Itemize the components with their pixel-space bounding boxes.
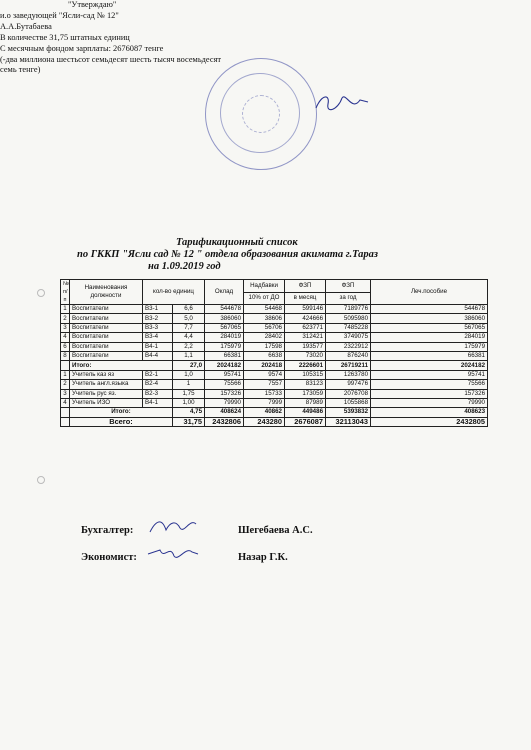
binder-hole xyxy=(37,289,45,297)
approval-line: и.о заведующей "Ясли-сад № 12" xyxy=(0,11,119,20)
approval-line: А.А.Бутабаева xyxy=(0,22,52,31)
approval-line: В количестве 31,75 штатных единиц xyxy=(0,33,130,42)
accountant-signature xyxy=(148,514,198,538)
table-row: 4 Учитель ИЗО В4-1 1,00 79990 7999 87989 1055868 79990 xyxy=(61,398,488,407)
table-row: 2 Учитель англ.языка В2-4 1 75566 7557 83123 997476 75566 xyxy=(61,380,488,389)
subtotal-row: Итого: 4,75 408624 40862 449486 5393832 408623 xyxy=(61,408,488,417)
subtotal-row: Итого: 27,0 2024182 202418 2226601 26719211 2024182 xyxy=(61,361,488,370)
accountant-label: Бухгалтер: xyxy=(81,525,134,536)
header-fzp-year: ФЗП xyxy=(326,280,371,293)
header-units: кол-во единиц xyxy=(143,280,205,305)
header-salary: Оклад xyxy=(205,280,244,305)
director-signature xyxy=(312,90,372,116)
header-bonus-sub: 10% от ДО xyxy=(244,292,285,305)
header-fzp-year-sub: за год xyxy=(326,292,371,305)
accountant-name: Шегебаева А.С. xyxy=(238,525,313,536)
table-row: 8 Воспитатели В4-4 1,1 66381 6638 73020 876240 66381 xyxy=(61,351,488,360)
document-title: Тарификационный список xyxy=(176,237,298,248)
tariff-table xyxy=(60,279,488,427)
approval-title: "Утверждаю" xyxy=(68,0,117,9)
document-subtitle: по ГККП "Ясли сад № 12 " отдела образования акимата г.Тараз xyxy=(77,249,379,260)
economist-name: Назар Г.К. xyxy=(238,552,288,563)
header-medical: Леч.пособие xyxy=(371,280,488,305)
header-fzp-month-sub: в месяц xyxy=(285,292,326,305)
economist-label: Экономист: xyxy=(81,552,137,563)
table-row: 1 Воспитатели В3-1 6,6 544678 54468 599146 7189776 544678 xyxy=(61,305,488,314)
table-row: 6 Воспитатели В4-1 2,2 175979 17598 193577 2322912 175979 xyxy=(61,342,488,351)
total-row: Всего: 31,75 2432806 243280 2676087 32113043 2432805 xyxy=(61,417,488,426)
official-stamp xyxy=(205,58,317,170)
header-fzp-month: ФЗП xyxy=(285,280,326,293)
approval-line: С месячным фондом зарплаты: 2676087 тенге xyxy=(0,44,164,53)
table-row: 4 Воспитатели В3-4 4,4 284019 28402 312421 3749075 284019 xyxy=(61,333,488,342)
binder-hole xyxy=(37,476,45,484)
table-row: 3 Учитель рус яз. В2-3 1,75 157326 15733 173059 2076708 157326 xyxy=(61,389,488,398)
table-row: 2 Воспитатели В3-2 5,0 386060 38606 424666 5095980 386060 xyxy=(61,314,488,323)
header-bonus: Надбавки xyxy=(244,280,285,293)
header-position: Наименования должности xyxy=(70,280,143,305)
table-row: 3 Воспитатели В3-3 7,7 567065 56706 623771 7485228 567065 xyxy=(61,323,488,332)
table-header-row xyxy=(61,280,488,293)
approval-line: семь тенге) xyxy=(0,65,41,74)
table-row: 1 Учитель каз яз В2-1 1,0 95741 9574 105315 1263780 95741 xyxy=(61,370,488,379)
document-date: на 1.09.2019 год xyxy=(148,261,221,272)
header-num: № п/п xyxy=(61,280,70,305)
approval-line: (-два миллиона шестьсот семьдесят шесть тысяч восемьдесят xyxy=(0,55,222,64)
economist-signature xyxy=(146,540,200,566)
